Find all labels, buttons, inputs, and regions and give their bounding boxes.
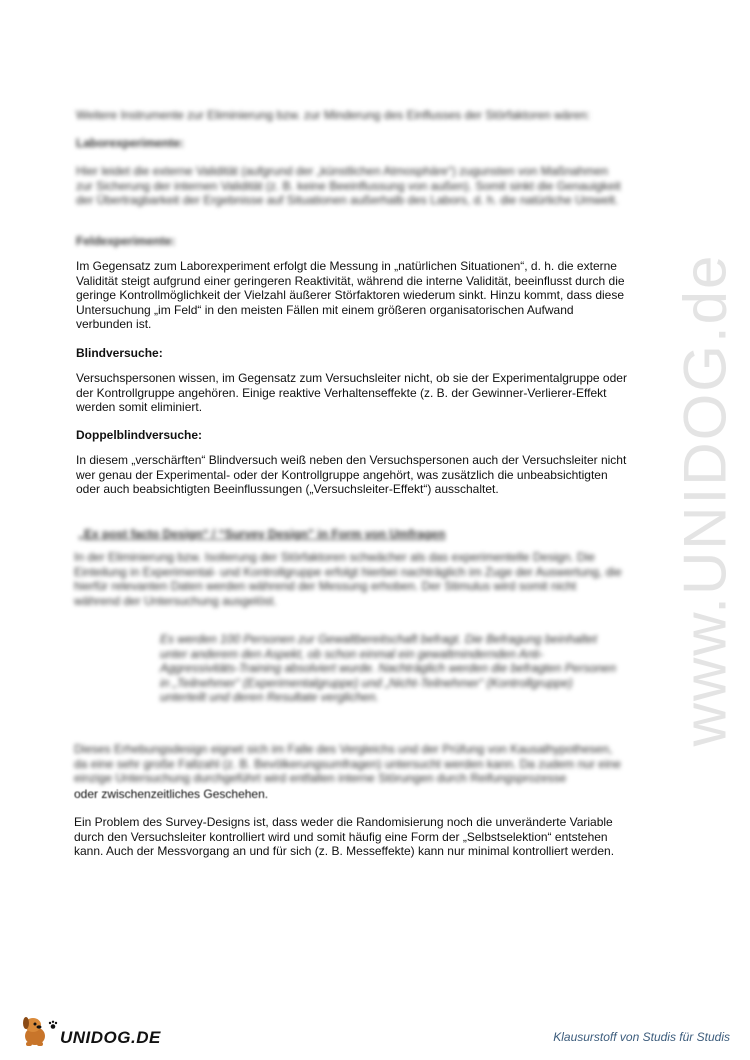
paw-icon: [48, 1020, 58, 1030]
intro-text: Weitere Instrumente zur Eliminierung bzw. zur Minderung des Einflusses der Störfaktoren wären:: [76, 108, 591, 122]
survey-example: Es werden 100 Personen zur Gewaltbereitschaft befragt. Die Befragung beinhaltet unter anderem den Aspekt, ob schon einmal ein gewaltmindernden Anti-Aggressivitäts-Training absolviert wurde. Nachträglich werden die befragten Personen in „Teilnehmer“ (Experimentalgruppe) und „Nicht-Teilnehmer“ (Kontrollgruppe) unterteilt und deren Resultate verglichen.: [160, 632, 617, 704]
survey-heading: „Ex post facto Design“ / “Survey Design” in Form von Umfragen: [78, 527, 446, 541]
lab-heading: Laborexperimente:: [76, 136, 185, 150]
field-heading: Feldexperimente:: [76, 234, 176, 248]
double-blind-text: In diesem „verschärften“ Blindversuch weiß neben den Versuchspersonen auch der Versuchsleiter nicht wer genau der Experimental- oder der Kontrollgruppe angehört, was zusätzlich die unbeabsichtigten oder auch beabsichtigten Beeinflussungen („Versuchsleiter-Effekt“) ausschaltet.: [76, 453, 627, 496]
watermark: [665, 253, 745, 747]
field-text: Im Gegensatz zum Laborexperiment erfolgt die Messung in „natürlichen Situationen“, d. h. die externe Validität steigt aufgrund einer geringeren Reaktivität, während die interne Validität, beeinflusst durch die geringe Kontrollmöglichkeit der Vielzahl äußerer Störfaktoren wiederum sinkt. Hinzu kommt, dass diese Untersuchung „im Feld“ in den meisten Fällen mit einem größeren organisatorischen Aufwand verbunden ist.: [76, 259, 625, 331]
unidog-logo: [20, 1014, 161, 1048]
blind-heading: Blindversuche:: [76, 346, 163, 360]
footer-tagline: Klausurstoff von Studis für Studis: [553, 1030, 730, 1044]
double-blind-heading: Doppelblindversuche:: [76, 428, 203, 442]
watermark-text: www.UNIDOG.de: [671, 253, 739, 747]
survey-summary-tail: oder zwischenzeitliches Geschehen.: [74, 787, 269, 801]
survey-problem-text: Ein Problem des Survey-Designs ist, dass weder die Randomisierung noch die unveränderte Variable durch den Versuchsleiter kontrolliert wird und somit häufig eine Form der „Selbstselektion“ entstehen kann. Auch der Messvorgang an und für sich (z. B. Messeffekte) kann nur minimal kontrolliert werden.: [74, 815, 615, 858]
logo-text: UNIDOG.DE: [60, 1028, 161, 1047]
blind-text: Versuchspersonen wissen, im Gegensatz zum Versuchsleiter nicht, ob sie der Experimentalgruppe oder der Kontrollgruppe angehören. Einige reaktive Verhaltenseffekte (z. B. der Gewinner-Verlierer-Effekt werden somit eliminiert.: [76, 371, 627, 414]
survey-summary: Dieses Erhebungsdesign eignet sich im Falle des Vergleichs und der Prüfung von Kausalhypothesen, da eine sehr große Fallzahl (z. B. Bevölkerungsumfragen) untersucht werden kann. Da zudem nur eine einzige Untersuchung durchgeführt wird entfallen interne Störungen durch Reifungsprozesse: [74, 742, 621, 785]
lab-text: Hier leidet die externe Validität (aufgrund der „künstlichen Atmosphäre“) zugunsten von Maßnahmen zur Sicherung der internen Validität (z. B. keine Beeinflussung von außen). Somit sinkt die Genauigkeit der Übertragbarkeit der Ergebnisse auf Situationen außerhalb des Labors, d. h. die natürliche Umwelt.: [76, 164, 621, 207]
survey-text: In der Eliminierung bzw. Isolierung der Störfaktoren schwächer als das experimentelle Design. Die Einteilung in Experimental- und Kontrollgruppe erfolgt hierbei nachträglich im Zuge der Auswertung, die hierfür relevanten Daten werden während der Messung erhoben. Der Stimulus wird somit nicht während der Untersuchung ausgelöst.: [74, 550, 622, 608]
dog-icon: [20, 1014, 50, 1048]
